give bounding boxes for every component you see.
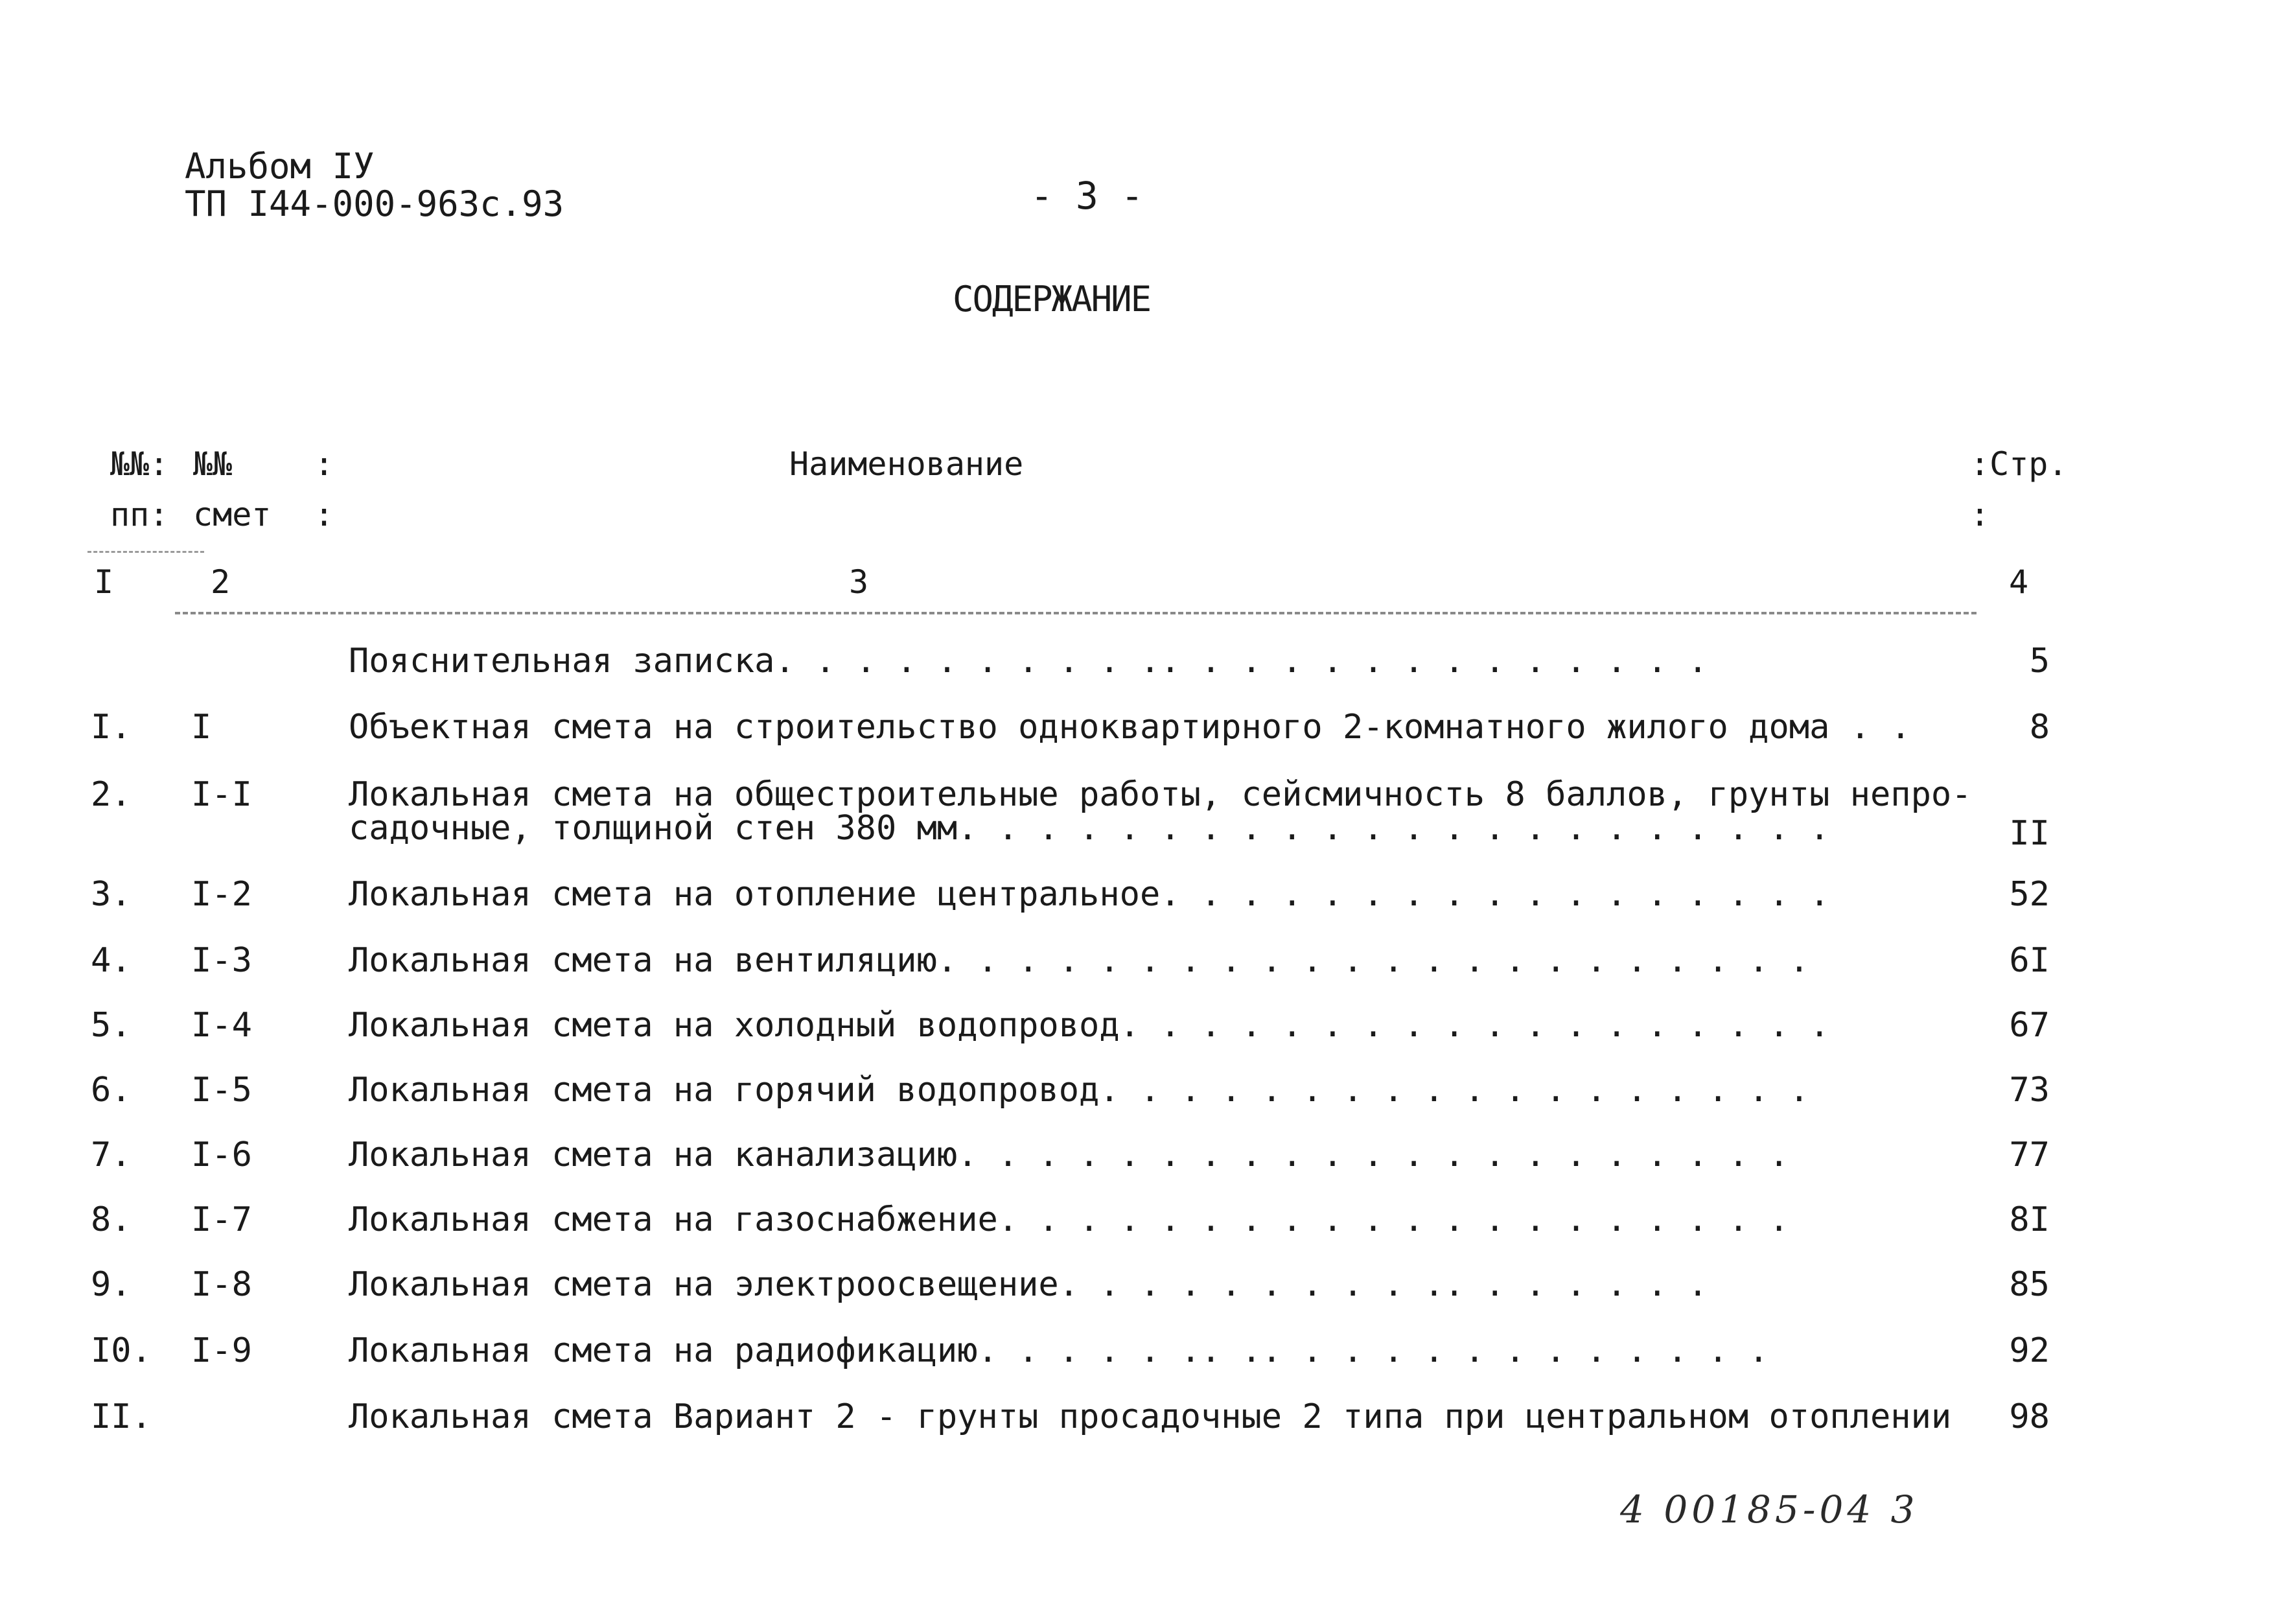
- col2-header-line2: смет: [193, 496, 272, 533]
- col2-header-line1: №№: [193, 445, 233, 483]
- col4-header-line1: :Стр.: [1970, 445, 2068, 483]
- row-number: 9.: [91, 1265, 132, 1304]
- project-code: ТП I44-000-963с.93: [185, 183, 564, 224]
- row-number: I0.: [91, 1331, 152, 1370]
- row-page: 92: [2009, 1331, 2050, 1370]
- row-page: 8I: [2009, 1200, 2050, 1239]
- row-title: Локальная смета на холодный водопровод. . . . . . . . . . . . . . . . . .: [349, 1006, 1830, 1045]
- table-row: [0, 1200, 2296, 1246]
- row-number: 5.: [91, 1006, 132, 1045]
- table-row: [0, 642, 2296, 687]
- row-page: 77: [2009, 1136, 2050, 1174]
- header-divider: [175, 612, 1977, 614]
- row-title: Локальная смета на электроосвещение. . . . . . . . . .. . . . . . .: [349, 1265, 1708, 1304]
- col4-header-line2: :: [1970, 496, 1990, 533]
- row-title: Локальная смета на вентиляцию. . . . . . . . . . . . . . . . . . . . . .: [349, 941, 1810, 980]
- row-title: Локальная смета Вариант 2 - грунты просадочные 2 типа при центральном отоплении: [349, 1397, 1952, 1436]
- row-title-continuation: садочные, толщиной стен 380 мм. . . . . . . . . . . . . . . . . . . . . .: [349, 809, 1830, 848]
- estimate-code: I-I: [191, 775, 252, 814]
- row-number: 2.: [91, 775, 132, 814]
- estimate-code: I-8: [191, 1265, 252, 1304]
- table-row: [0, 1006, 2296, 1051]
- estimate-code: I: [191, 708, 212, 747]
- row-title: Локальная смета на отопление центральное. . . . . . . . . . . . . . . . .: [349, 875, 1830, 914]
- col-index-3: 3: [849, 563, 869, 601]
- estimate-code: I-2: [191, 875, 252, 914]
- col-index-1: I: [94, 563, 114, 601]
- row-number: 3.: [91, 875, 132, 914]
- estimate-code: I-9: [191, 1331, 252, 1370]
- table-row: [0, 941, 2296, 986]
- row-number: II.: [91, 1397, 152, 1436]
- table-row: [0, 875, 2296, 920]
- row-number: 4.: [91, 941, 132, 980]
- row-title: Пояснительная записка. . . . . . . . . .. . . . . . . . . . . . . .: [349, 642, 1708, 681]
- estimate-code: I-5: [191, 1071, 252, 1110]
- header-separator: :: [314, 445, 334, 483]
- table-row: [0, 1071, 2296, 1116]
- row-page: 8: [2029, 708, 2050, 747]
- row-page: 5: [2029, 642, 2050, 681]
- estimate-code: I-6: [191, 1136, 252, 1174]
- col-index-2: 2: [211, 563, 231, 601]
- page-title: СОДЕРЖАНИЕ: [953, 279, 1151, 320]
- page-number: - 3 -: [1030, 174, 1144, 218]
- col1-header-line2: пп:: [110, 496, 169, 533]
- row-title: Локальная смета на горячий водопровод. . . . . . . . . . . . . . . . . .: [349, 1071, 1810, 1110]
- table-row: [0, 1136, 2296, 1181]
- row-page: 67: [2009, 1006, 2050, 1045]
- col-index-4: 4: [2009, 563, 2029, 601]
- estimate-code: I-4: [191, 1006, 252, 1045]
- row-page: II: [2009, 814, 2050, 853]
- header-divider-short: [87, 551, 204, 553]
- header-separator: :: [314, 496, 334, 533]
- row-title: Локальная смета на радиофикацию. . . . . .. .. . . . . . . . . . . . .: [349, 1331, 1769, 1370]
- row-page: 52: [2009, 875, 2050, 914]
- col1-header-line1: №№:: [110, 445, 169, 483]
- row-number: I.: [91, 708, 132, 747]
- row-page: 6I: [2009, 941, 2050, 980]
- row-number: 8.: [91, 1200, 132, 1239]
- table-row: [0, 775, 2296, 859]
- row-title: Объектная смета на строительство одноквартирного 2-комнатного жилого дома . .: [349, 708, 1911, 747]
- row-page: 73: [2009, 1071, 2050, 1110]
- row-page: 98: [2009, 1397, 2050, 1436]
- table-row: [0, 1331, 2296, 1377]
- row-title: Локальная смета на газоснабжение. . . . . . . . . . . . . . . . . . . .: [349, 1200, 1789, 1239]
- table-row: [0, 1265, 2296, 1311]
- album-label: Альбом IУ: [185, 146, 375, 187]
- estimate-code: I-3: [191, 941, 252, 980]
- table-row: [0, 708, 2296, 753]
- col3-header: Наименование: [789, 445, 1024, 483]
- row-number: 7.: [91, 1136, 132, 1174]
- row-title: Локальная смета на канализацию. . . . . . . . . . . . . . . . . . . . .: [349, 1136, 1789, 1174]
- estimate-code: I-7: [191, 1200, 252, 1239]
- handwritten-archive-number: 4 00185-04 3: [1620, 1487, 1919, 1532]
- table-row: [0, 1397, 2296, 1443]
- row-page: 85: [2009, 1265, 2050, 1304]
- row-number: 6.: [91, 1071, 132, 1110]
- row-title: Локальная смета на общестроительные работы, сейсмичность 8 баллов, грунты непро-: [349, 775, 1972, 814]
